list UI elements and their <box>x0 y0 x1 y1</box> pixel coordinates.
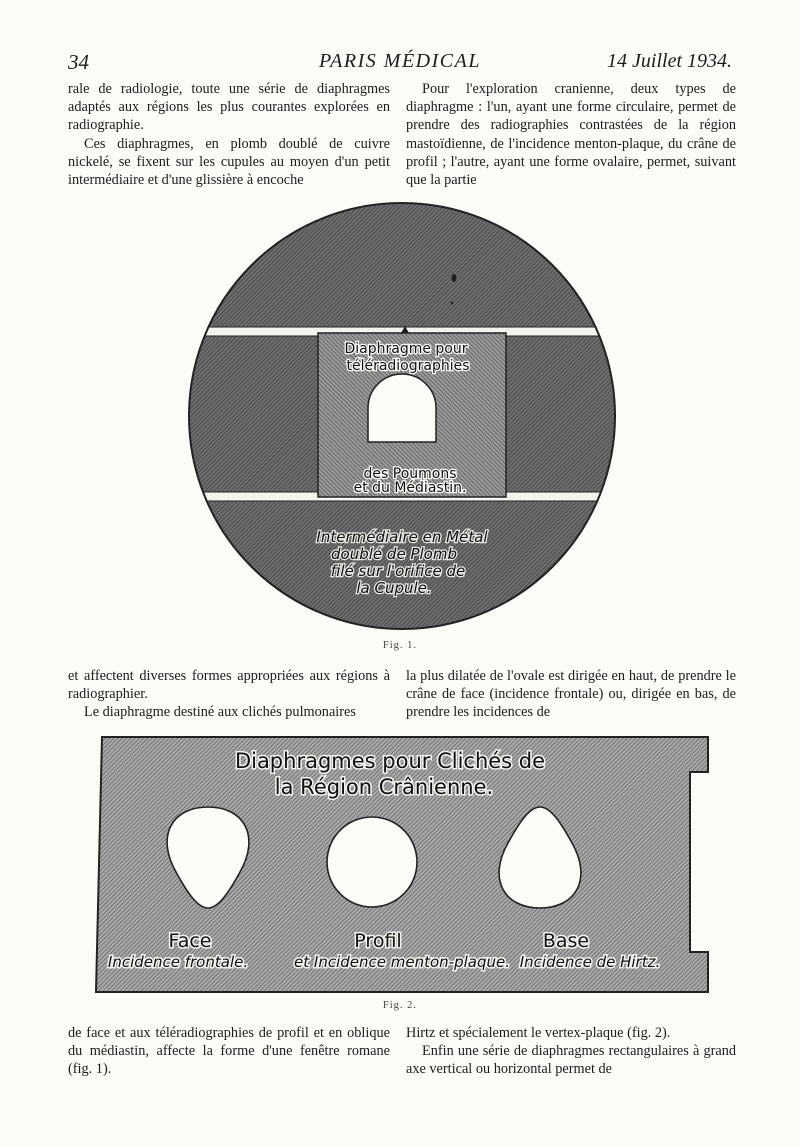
fig1-outer-label: doublé de Plomb <box>331 545 457 563</box>
paragraph: de face et aux téléradiographies de profil et en oblique du médiastin, affecte la forme d'une fenêtre romane (fig. 1). <box>68 1025 390 1078</box>
figure-1-caption: Fig. 1. <box>382 640 418 651</box>
fig1-inner-label: des Poumons <box>363 466 457 482</box>
journal-title: PARIS MÉDICAL <box>319 50 481 72</box>
middle-right-column <box>406 667 736 722</box>
fig2-label-profil: Profil <box>354 930 402 952</box>
figure-1-diaphragm-disc <box>186 200 618 632</box>
paragraph: et affectent diverses formes appropriées aux régions à radiographier. <box>68 668 390 703</box>
fig2-sublabel-profil: et Incidence menton-plaque. <box>294 953 510 971</box>
fig1-inner-label: et du Médiastin. <box>353 480 467 496</box>
paragraph: Hirtz et spécialement le vertex-plaque (fig. 2). <box>406 1025 671 1041</box>
fig1-inner-label: téléradiographies <box>346 358 470 374</box>
fig1-outer-label: la Cupule. <box>356 579 432 597</box>
top-right-column <box>406 80 736 189</box>
paragraph: rale de radiologie, toute une série de diaphragmes adaptés aux régions les plus courantes explorées en radiographie. <box>68 81 390 134</box>
fig1-outer-label: Intermédiaire en Métal <box>316 528 488 546</box>
fig2-title: la Région Crânienne. <box>274 775 494 799</box>
figure-2-caption: Fig. 2. <box>382 1000 418 1011</box>
paragraph: la plus dilatée de l'ovale est dirigée en haut, de prendre le crâne de face (incidence frontale) ou, dirigée en bas, de prendre les incidences de <box>406 668 736 721</box>
figure-2-cranial-diaphragms <box>90 732 716 998</box>
paragraph: Ces diaphragmes, en plomb doublé de cuivre nickelé, se fixent sur les cupules au moyen d'un petit intermédiaire et d'une glissière à encoche <box>68 135 390 189</box>
page-number: 34 <box>68 50 89 74</box>
fig2-sublabel-face: Incidence frontale. <box>107 953 249 971</box>
issue-date: 14 Juillet 1934. <box>607 50 732 72</box>
fig2-sublabel-base: Incidence de Hirtz. <box>519 953 661 971</box>
page-header <box>68 50 732 78</box>
fig1-inner-label: Diaphragme pour <box>344 341 468 357</box>
fig2-title: Diaphragmes pour Clichés de <box>234 749 546 773</box>
paragraph: Le diaphragme destiné aux clichés pulmonaires <box>84 704 356 721</box>
fig2-label-base: Base <box>542 930 590 952</box>
paragraph: Pour l'exploration cranienne, deux types de diaphragme : l'un, ayant une forme circulaire, permet de prendre des radiographies contrastées de la région mastoïdienne, de l'incidence menton-plaque, du crâne de profil ; l'autre, ayant une forme ovalaire, permet, suivant que la partie <box>406 81 736 189</box>
middle-left-column <box>68 667 390 722</box>
fig1-outer-label: filé sur l'orifice de <box>330 562 466 580</box>
paragraph: Enfin une série de diaphragmes rectangulaires à grand axe vertical ou horizontal permet de <box>406 1043 736 1078</box>
bottom-left-column <box>68 1024 390 1079</box>
fig2-label-face: Face <box>168 930 212 952</box>
bottom-right-column <box>406 1024 736 1079</box>
top-left-column <box>68 80 390 189</box>
